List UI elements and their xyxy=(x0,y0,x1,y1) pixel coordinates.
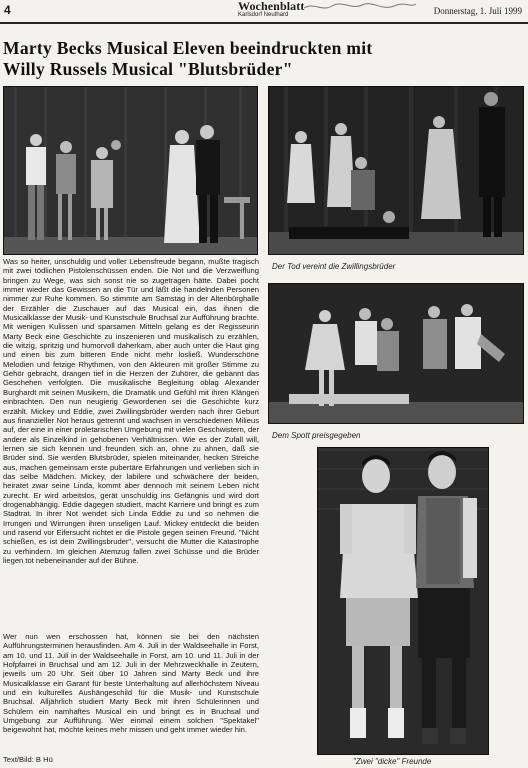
article-body-continued xyxy=(3,632,259,735)
article-paragraph-2: Wer nun wen erschossen hat, können sie bei den nächsten Aufführungsterminen herausfinden. Am 4. Juli in der Waldseehalle in Forst, am 10. und 11. Juli in der Waldseehalle in Forst, am 10. und 11. Juli in der Hofpfarrei in Bruchsal und am 12. Juli in der Mehrzweckhalle in Zeutern, jeweils um 20 Uhr. Seit über 10 Jahren sind Marty Beck und ihre Musicalklasse ein Garant für beste Unterhaltung auf allerhöchstem Niveau und ein kulturelles Aushängeschild für die Musik- und Kunstschule Bruchsal. Alljährlich studiert Marty Beck mit ihren Schülerinnen und Schülern ein namhaftes Musical ein und bringt es in Bruchsal und Umgebung zur Aufführung. Wer einmal einem solchen "Spektakel" beigewohnt hat, möchte keines mehr missen und geht immer wieder hin. xyxy=(3,632,259,735)
photo-two-friends xyxy=(317,447,489,755)
caption-mockery-scene: Dem Spott preisgegeben xyxy=(272,431,361,440)
caption-death-scene: Der Tod vereint die Zwillingsbrüder xyxy=(272,262,396,271)
page-number: 4 xyxy=(4,3,11,17)
photo-mockery-scene xyxy=(268,283,524,424)
header-rule xyxy=(0,22,528,24)
headline-line-1: Marty Becks Musical Eleven beeindruckten mit xyxy=(3,38,373,58)
newspaper-logo xyxy=(238,0,304,19)
caption-two-friends: "Zwei "dicke" Freunde xyxy=(353,757,432,766)
photo-cast-lineup xyxy=(3,86,258,255)
issue-date: Donnerstag, 1. Juli 1999 xyxy=(433,6,522,16)
photo-death-scene xyxy=(268,86,524,255)
article-credit: Text/Bild: B Hü xyxy=(3,755,53,764)
newspaper-name: Wochenblatt xyxy=(238,0,305,13)
article-paragraph-1: Was so heiter, unschuldig und voller Lebensfreude begann, mußte tragisch mit zwei tödlichen Pistolenschüssen enden. Die Not und die Verzweiflung bringen zu Wege, was sich sonst nie so zugetragen hätte. Dabei pocht immer wieder das Gewissen an die Tür und läßt die handelnden Personen nimmer zur Ruhe kommen. So stimmte am Samstag in der Altenbürghalle der Erzähler die Zuschauer auf das Musical ein, das ihnen die Musicalklasse der Musik- und Kunstschule Bruchsal zur Aufführung brachte. Mit wenigen Kulissen und sparsamen Mitteln gelang es der Regisseurin Marty Beck eine Geschichte zu inszenieren und musikalisch zu erzählen, die witzig, spritzig und humorvoll daherkam, aber auch unter die Haut ging und einen bis zum bitteren Ende nicht mehr losließ. Wunderschöne Melodien und fetzige Rhythmen, von den Akteuren mit großer Stimme zu Gehör gebracht, drangen tief in die Herzen der Zuhörer, die gebannt das Geschehen verfolgten. Die musikalische Begleitung oblag Alexander Burghardt mit seinen Musikern, die Dramatik und Gefühl mit ihren Klängen einbrachten. Den nun neugierig Gewordenen sei die Geschichte kurz erzählt. Mickey und Eddie, zwei Zwillingsbrüder werden nach ihrer Geburt aus finanzieller Not heraus getrennt und wachsen in verschiedenen Milieus auf, der eine in einer proletarischen Umgebung mit vielen Geschwistern, der andere als Einzelkind in gehobenen Verhältnissen. Wie es der Zufall will, lernen sie sich kennen und freunden sich an, ohne zu ahnen, daß sie Brüder sind. Sie werden Blutsbrüder, spielen miteinander, hecken Streiche aus, machen gemeinsam erste pubertäre Erfahrungen und verlieben sich in das selbe Mädchen. Mickey, der labilere und schwächere der beiden, heiratet zwar seine Linda, kommt aber dennoch mit seinem Leben nicht zurecht. Er wird arbeitslos, gerät unschuldig ins Gefängnis und wird dort drogenabhängig. Eddie dagegen studiert, macht Karriere und bringt es zum Stadtrat. In ihrer Not wendet sich Linda Eddie zu und so nehmen die Irrungen und Wirrungen ihren unseligen Lauf. Mickey entdeckt die beiden und rasend vor Eifersucht richtet er die Pistole gegen seinen Freund. "Nicht schießen, es ist dein Zwillingsbruder", versucht die Mutter die Katastrophe zu verhindern. Im gleichen Atemzug fallen zwei Schüsse und die Brüder liegen tot nebeneinander auf der Bühne. xyxy=(3,257,259,565)
article-body xyxy=(3,257,259,565)
newspaper-locations: Karlsdorf Neuthard xyxy=(238,12,289,18)
headline-line-2: Willy Russels Musical "Blutsbrüder" xyxy=(3,59,293,79)
headline xyxy=(3,38,523,80)
handwritten-scribble xyxy=(300,0,420,14)
